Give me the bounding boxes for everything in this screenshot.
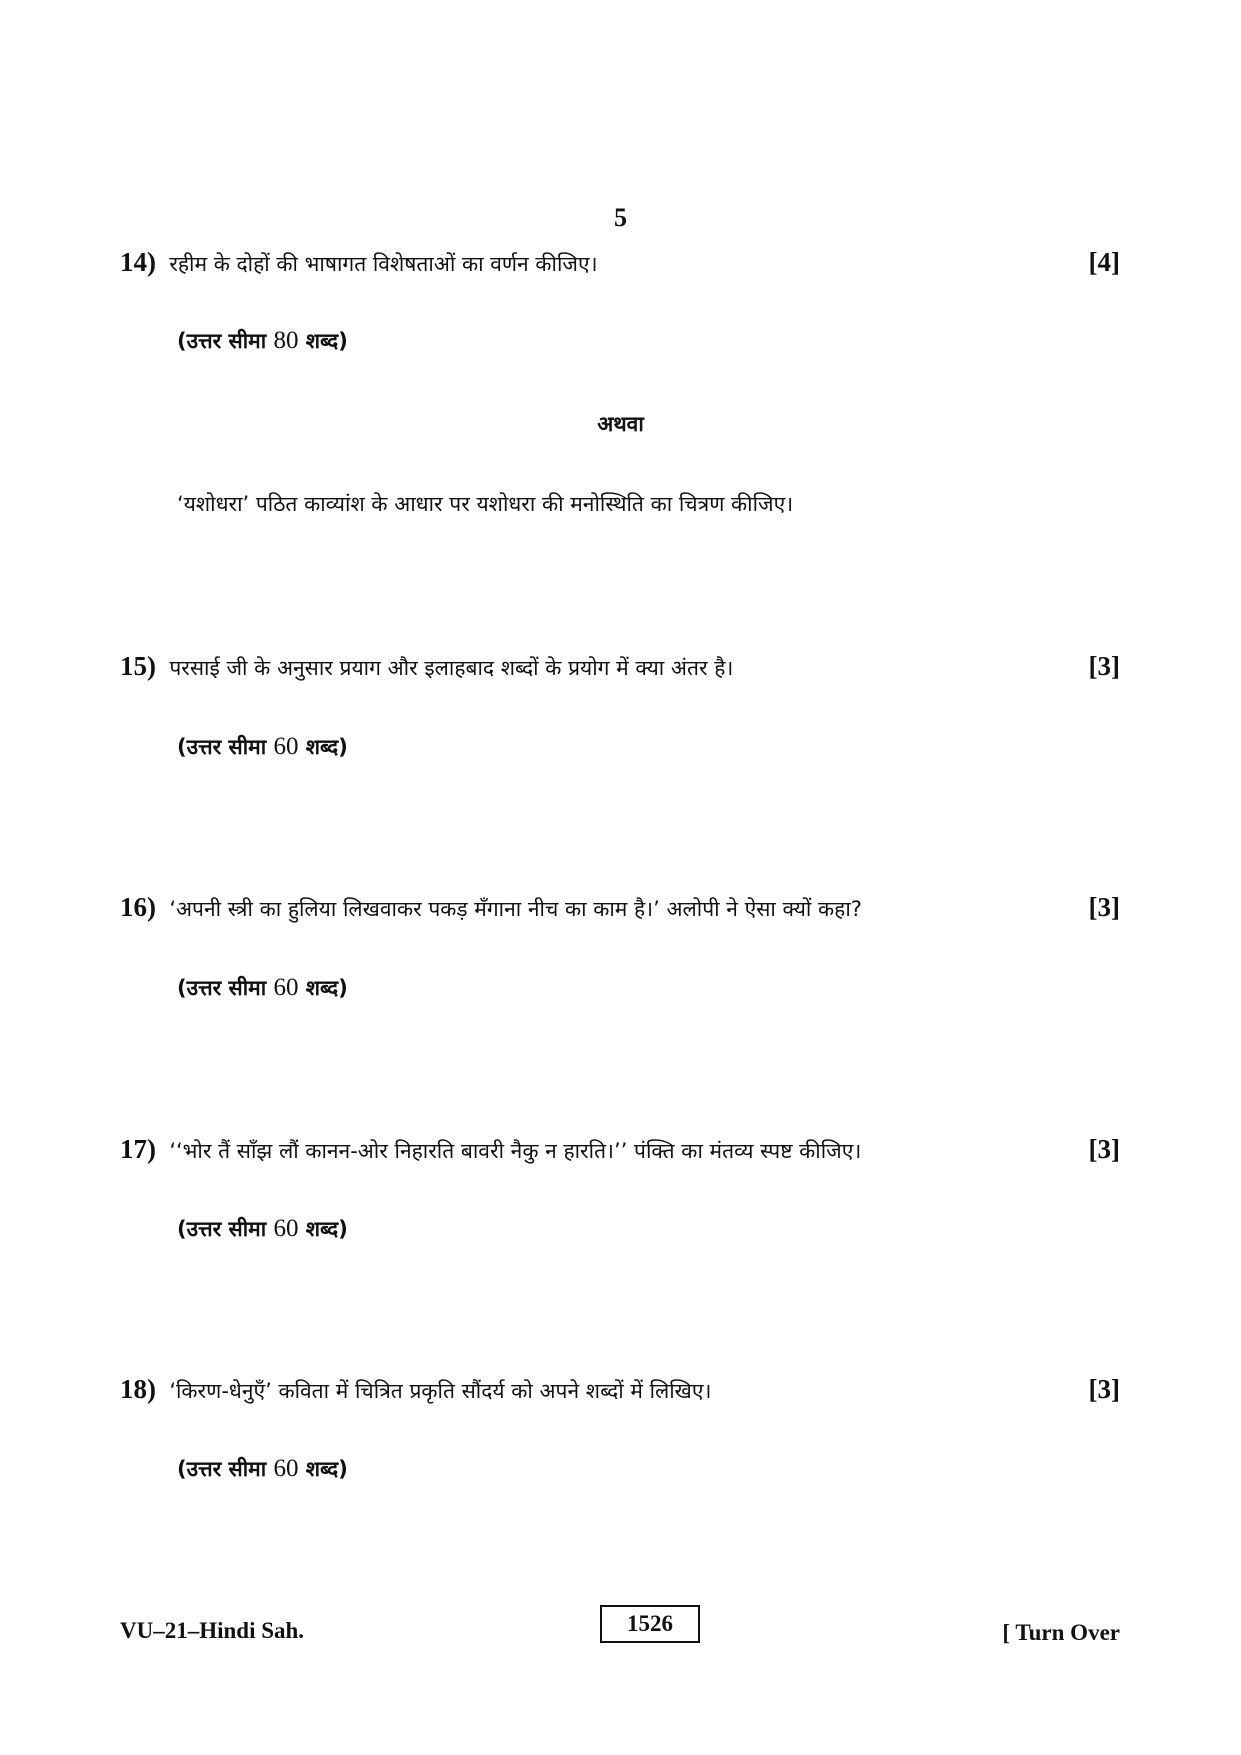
page-code-box: 1526 bbox=[600, 1605, 700, 1643]
question-number: 15) bbox=[120, 651, 156, 681]
limit-unit: शब्द) bbox=[305, 1457, 348, 1481]
question-marks: [3] bbox=[1088, 892, 1120, 922]
alternative-question: ‘यशोधरा’ पठित काव्यांश के आधार पर यशोधरा की मनोस्थिति का चित्रण कीजिए। bbox=[177, 492, 794, 516]
limit-number: 60 bbox=[273, 1455, 299, 1482]
question-text: ‘अपनी स्त्री का हुलिया लिखवाकर पकड़ मँगाना नीच का काम है।’ अलोपी ने ऐसा क्यों कहा? bbox=[169, 897, 862, 921]
answer-limit-16 bbox=[177, 973, 348, 1003]
question-number: 17) bbox=[120, 1134, 156, 1164]
limit-label: (उत्तर सीमा bbox=[177, 1217, 267, 1241]
answer-limit-15 bbox=[177, 732, 348, 762]
limit-label: (उत्तर सीमा bbox=[177, 976, 267, 1000]
paper-code: VU–21–Hindi Sah. bbox=[120, 1618, 305, 1643]
answer-limit-17 bbox=[177, 1214, 348, 1244]
question-number: 16) bbox=[120, 892, 156, 922]
limit-number: 80 bbox=[273, 327, 299, 354]
turn-over-label: [ Turn Over bbox=[1002, 1620, 1120, 1645]
limit-number: 60 bbox=[273, 733, 299, 760]
limit-unit: शब्द) bbox=[305, 1217, 348, 1241]
question-17 bbox=[120, 1133, 1120, 1167]
question-marks: [4] bbox=[1088, 247, 1120, 277]
question-marks: [3] bbox=[1088, 1374, 1120, 1404]
question-text: रहीम के दोहों की भाषागत विशेषताओं का वर्णन कीजिए। bbox=[169, 252, 598, 276]
question-number: 18) bbox=[120, 1374, 156, 1404]
question-18 bbox=[120, 1373, 1120, 1407]
limit-label: (उत्तर सीमा bbox=[177, 1457, 267, 1481]
question-text: ‘‘भोर तैं साँझ लौं कानन-ओर निहारति बावरी नैकु न हारति।’’ पंक्ति का मंतव्य स्पष्ट कीजिए। bbox=[169, 1139, 862, 1163]
limit-unit: शब्द) bbox=[305, 976, 348, 1000]
question-marks: [3] bbox=[1088, 651, 1120, 681]
limit-number: 60 bbox=[273, 1215, 299, 1242]
question-text: ‘किरण-धेनुएँ’ कविता में चित्रित प्रकृति सौंदर्य को अपने शब्दों में लिखिए। bbox=[169, 1379, 712, 1403]
limit-number: 60 bbox=[273, 974, 299, 1001]
question-16 bbox=[120, 891, 1120, 925]
question-number: 14) bbox=[120, 247, 156, 277]
limit-unit: शब्द) bbox=[305, 329, 348, 353]
limit-unit: शब्द) bbox=[305, 735, 348, 759]
answer-limit-14 bbox=[177, 326, 348, 356]
question-14 bbox=[120, 246, 1120, 280]
question-marks: [3] bbox=[1088, 1134, 1120, 1164]
answer-limit-18 bbox=[177, 1454, 348, 1484]
page-number: 5 bbox=[614, 203, 627, 232]
question-text: परसाई जी के अनुसार प्रयाग और इलाहबाद शब्दों के प्रयोग में क्या अंतर है। bbox=[169, 656, 734, 680]
limit-label: (उत्तर सीमा bbox=[177, 735, 267, 759]
question-15 bbox=[120, 650, 1120, 684]
or-divider: अथवा bbox=[597, 412, 644, 436]
limit-label: (उत्तर सीमा bbox=[177, 329, 267, 353]
